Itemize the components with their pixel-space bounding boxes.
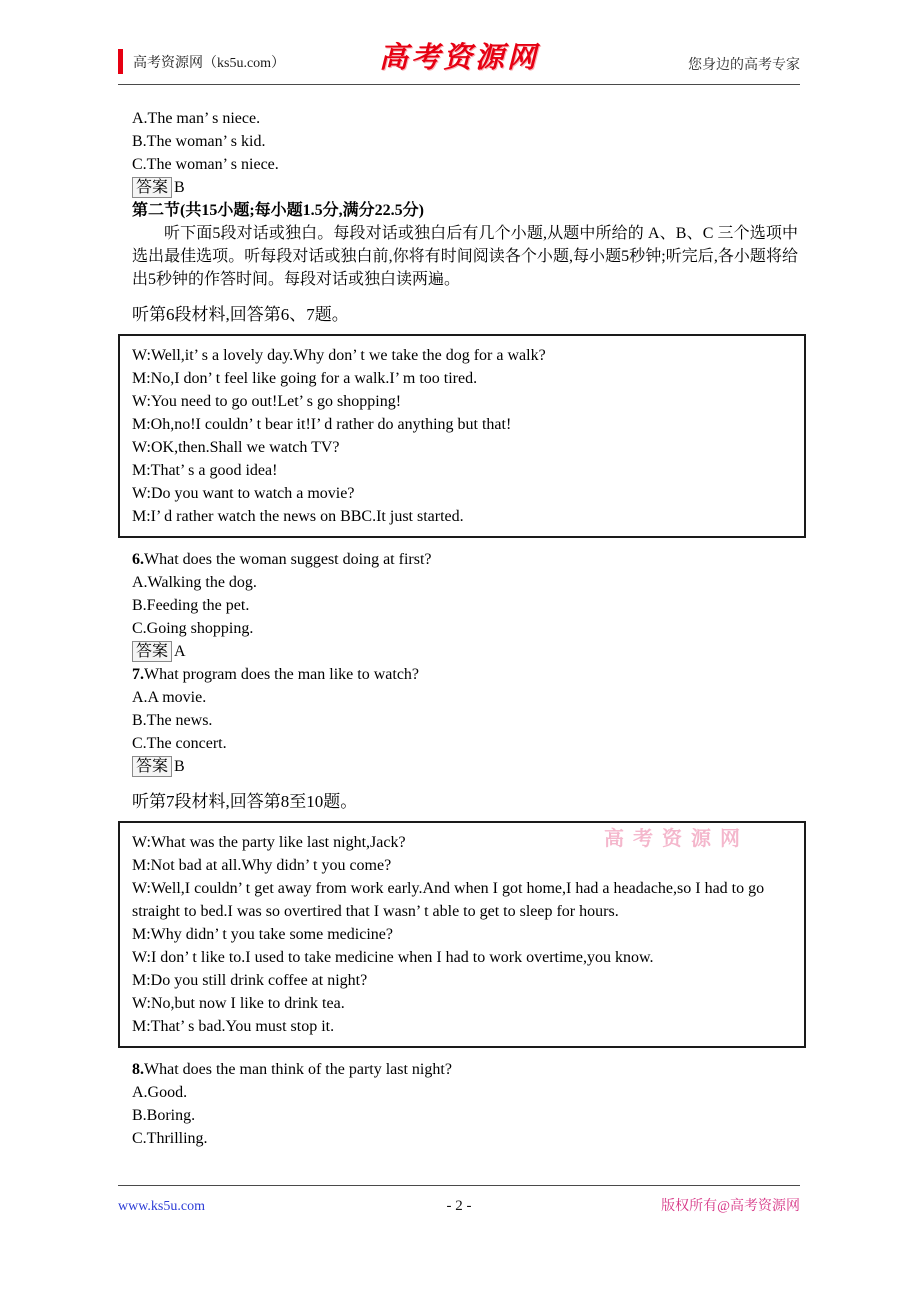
header-right bbox=[539, 54, 800, 74]
answer-label: 答案 bbox=[132, 756, 172, 777]
option: A.A movie. bbox=[132, 689, 207, 706]
page-number: - 2 - bbox=[446, 1198, 472, 1214]
answer-line bbox=[132, 755, 798, 778]
question-number: 8. bbox=[132, 1061, 144, 1078]
option: B.Boring. bbox=[132, 1107, 196, 1124]
material6-intro: 听第6段材料,回答第6、7题。 bbox=[132, 305, 349, 324]
watermark: 高考资源网 bbox=[604, 828, 749, 850]
dialog-line: M:That’ s a good idea! bbox=[132, 462, 278, 479]
option: C.The woman’ s niece. bbox=[132, 156, 279, 173]
option: C.Thrilling. bbox=[132, 1130, 208, 1147]
question-line bbox=[132, 548, 798, 571]
dialog-line: W:You need to go out!Let’ s go shopping! bbox=[132, 393, 402, 410]
site-name: 高考资源网（ks5u.com） bbox=[133, 55, 286, 71]
question-number: 6. bbox=[132, 551, 144, 568]
header-accent-bar-icon bbox=[118, 49, 123, 74]
option: B.The news. bbox=[132, 712, 213, 729]
section-instructions: 听下面5段对话或独白。每段对话或独白后有几个小题,从题中所给的 A、B、C 三个选项中选出最佳选项。听每段对话或独白前,你将有时间阅读各个小题,每小题5秒钟;听完后,各小题将给出5秒钟的作答时间。每段对话或独白读两遍。 bbox=[132, 225, 798, 288]
dialog-line: M:No,I don’ t feel like going for a walk.I’ m too tired. bbox=[132, 370, 478, 387]
dialog-line: M:Do you still drink coffee at night? bbox=[132, 972, 368, 989]
option: A.The man’ s niece. bbox=[132, 110, 261, 127]
dialog-line: M:Oh,no!I couldn’ t bear it!I’ d rather do anything but that! bbox=[132, 416, 512, 433]
answer-value: A bbox=[174, 643, 186, 660]
dialog-line: W:Well,it’ s a lovely day.Why don’ t we take the dog for a walk? bbox=[132, 347, 546, 364]
answer-line bbox=[132, 176, 798, 199]
dialog-line: W:Well,I couldn’ t get away from work early.And when I got home,I had a headache,so I had to go straight to bed.I was so overtired that I wasn’ t able to get to sleep for hours. bbox=[132, 880, 765, 920]
dialog-line: M:Not bad at all.Why didn’ t you come? bbox=[132, 857, 392, 874]
answer-label: 答案 bbox=[132, 641, 172, 662]
question-text: What does the man think of the party last night? bbox=[144, 1061, 452, 1078]
answer-value: B bbox=[174, 758, 185, 775]
option: B.The woman’ s kid. bbox=[132, 133, 266, 150]
dialog-line: W:OK,then.Shall we watch TV? bbox=[132, 439, 340, 456]
option: C.The concert. bbox=[132, 735, 227, 752]
header-center bbox=[379, 42, 539, 74]
dialog-line: W:What was the party like last night,Jack? bbox=[132, 834, 406, 851]
material7-dialog-box bbox=[118, 821, 806, 1048]
dialog-line: M:Why didn’ t you take some medicine? bbox=[132, 926, 393, 943]
answer-value: B bbox=[174, 179, 185, 196]
document-body bbox=[0, 85, 920, 1150]
header-tagline: 您身边的高考专家 bbox=[688, 58, 801, 73]
section-heading: 第二节(共15小题;每小题1.5分,满分22.5分) bbox=[132, 202, 424, 219]
footer-site-link[interactable]: www.ks5u.com bbox=[118, 1199, 205, 1214]
page-header bbox=[118, 42, 800, 85]
option: A.Walking the dog. bbox=[132, 574, 257, 591]
question-line bbox=[132, 1058, 798, 1081]
question-text: What does the woman suggest doing at first? bbox=[144, 551, 432, 568]
dialog-line: W:Do you want to watch a movie? bbox=[132, 485, 355, 502]
option: B.Feeding the pet. bbox=[132, 597, 250, 614]
material6-dialog-box bbox=[118, 334, 806, 538]
header-left bbox=[118, 49, 379, 74]
dialog-line: W:I don’ t like to.I used to take medicine when I had to work overtime,you know. bbox=[132, 949, 654, 966]
question-text: What program does the man like to watch? bbox=[144, 666, 420, 683]
option: C.Going shopping. bbox=[132, 620, 254, 637]
answer-line bbox=[132, 640, 798, 663]
dialog-line: M:I’ d rather watch the news on BBC.It just started. bbox=[132, 508, 464, 525]
answer-label: 答案 bbox=[132, 177, 172, 198]
material7-intro: 听第7段材料,回答第8至10题。 bbox=[132, 792, 358, 811]
dialog-line: M:That’ s bad.You must stop it. bbox=[132, 1018, 335, 1035]
page-footer bbox=[118, 1185, 800, 1215]
footer-copyright: 版权所有@高考资源网 bbox=[661, 1199, 800, 1214]
question-line bbox=[132, 663, 798, 686]
option: A.Good. bbox=[132, 1084, 188, 1101]
site-logo: 高考资源网 bbox=[379, 42, 540, 74]
question-number: 7. bbox=[132, 666, 144, 683]
dialog-line: W:No,but now I like to drink tea. bbox=[132, 995, 345, 1012]
